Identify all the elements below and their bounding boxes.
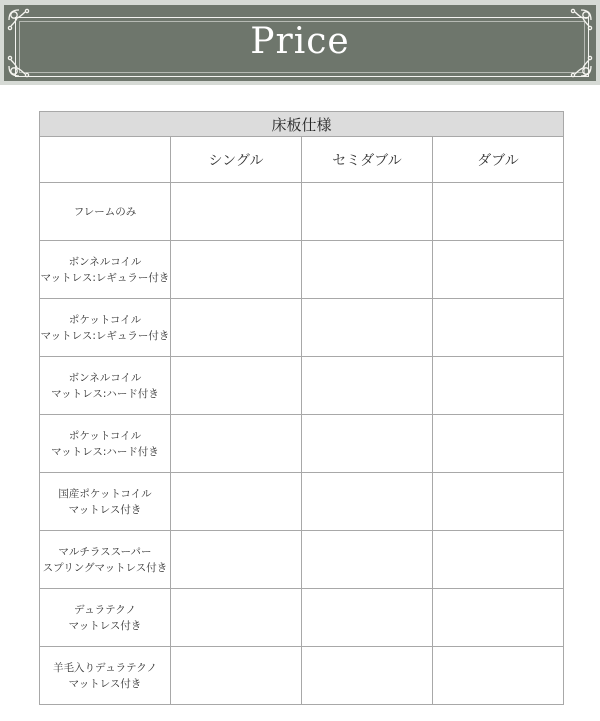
price-cell (302, 357, 433, 415)
row-label-line1: ボンネルコイル (68, 255, 142, 268)
row-label-line1: 国産ポケットコイル (58, 487, 152, 500)
price-cell (302, 647, 433, 705)
price-cell (302, 415, 433, 473)
row-label-line1: ボンネルコイル (68, 371, 142, 384)
price-cell (433, 299, 564, 357)
table-row (40, 299, 564, 357)
table-row (40, 647, 564, 705)
price-cell (302, 531, 433, 589)
row-label (40, 357, 171, 415)
row-label-line2: マットレス付き (68, 677, 142, 690)
table-row (40, 241, 564, 299)
price-cell (302, 241, 433, 299)
price-table (39, 111, 564, 705)
price-cell (171, 241, 302, 299)
price-cell (433, 647, 564, 705)
table-row (40, 415, 564, 473)
row-label-line1: デュラテクノ (73, 603, 137, 616)
row-label-line1: ポケットコイル (68, 429, 142, 442)
price-cell (302, 589, 433, 647)
table-row (40, 589, 564, 647)
price-cell (433, 241, 564, 299)
row-label (40, 589, 171, 647)
row-label-line1: フレームのみ (73, 205, 137, 218)
price-cell (433, 589, 564, 647)
row-label (40, 183, 171, 241)
price-cell (433, 473, 564, 531)
header-empty-cell (40, 137, 171, 183)
row-label-line2: マットレス付き (68, 619, 142, 632)
page-title: Price (250, 21, 350, 62)
price-cell (171, 473, 302, 531)
column-header: ダブル (433, 137, 564, 183)
price-cell (302, 183, 433, 241)
price-cell (171, 357, 302, 415)
price-cell (171, 531, 302, 589)
price-banner (0, 0, 600, 85)
price-cell (302, 299, 433, 357)
row-label-line1: ポケットコイル (68, 313, 142, 326)
row-label-line1: マルチラススーパー (58, 545, 152, 558)
row-label-line1: 羊毛入りデュラテクノ (52, 661, 158, 674)
row-label (40, 299, 171, 357)
table-row (40, 183, 564, 241)
row-label (40, 415, 171, 473)
table-body (40, 183, 564, 705)
row-label (40, 647, 171, 705)
price-cell (171, 415, 302, 473)
row-label-line2: マットレス:ハード付き (51, 445, 159, 458)
table-caption: 床板仕様 (40, 112, 564, 137)
row-label (40, 241, 171, 299)
column-header: セミダブル (302, 137, 433, 183)
row-label-line2: マットレス:レギュラー付き (40, 271, 170, 284)
price-cell (171, 589, 302, 647)
row-label-line2: マットレス:ハード付き (51, 387, 159, 400)
price-cell (433, 183, 564, 241)
price-cell (302, 473, 433, 531)
table-row (40, 473, 564, 531)
row-label (40, 473, 171, 531)
price-cell (171, 299, 302, 357)
table-row (40, 357, 564, 415)
table-row (40, 531, 564, 589)
row-label-line2: マットレス:レギュラー付き (40, 329, 170, 342)
price-cell (433, 357, 564, 415)
price-cell (171, 183, 302, 241)
price-cell (433, 415, 564, 473)
row-label-line2: スプリングマットレス付き (42, 561, 168, 574)
price-cell (171, 647, 302, 705)
row-label-line2: マットレス付き (68, 503, 142, 516)
row-label (40, 531, 171, 589)
price-cell (433, 531, 564, 589)
column-header: シングル (171, 137, 302, 183)
